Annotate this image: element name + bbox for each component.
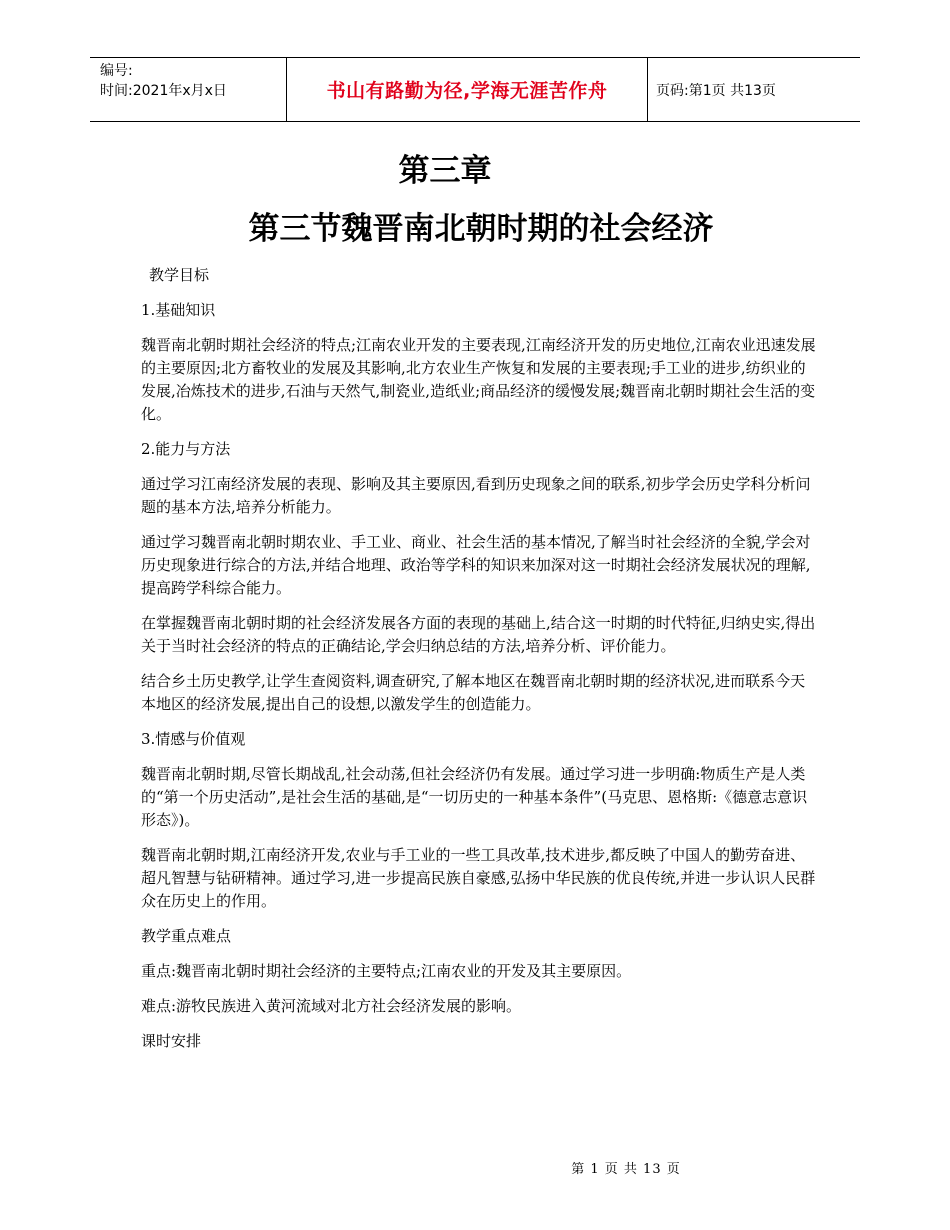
schedule-heading: 课时安排 (141, 1032, 202, 1050)
header-page-info: 页码:第1页 共13页 (656, 82, 776, 99)
emotion-paragraph-1: 魏晋南北朝时期,尽管长期战乱,社会动荡,但社会经济仍有发展。通过学习进一步明确:物质生产是人类的“第一个历史活动”,是社会生活的基础,是“一切历史的一种基本条件”(马克思、恩格斯:《德意志意识形态》)。 (141, 765, 808, 829)
basic-knowledge-paragraph: 魏晋南北朝时期社会经济的特点;江南农业开发的主要表现,江南经济开发的历史地位,江南农业迅速发展的主要原因;北方畜牧业的发展及其影响,北方农业生产恢复和发展的主要表现;手工业的进步,纺织业的发展,冶炼技术的进步,石油与天然气,制瓷业,造纸业;商品经济的缓慢发展;魏晋南北朝时期社会生活的变化。 (141, 336, 816, 423)
ability-paragraph-4: 结合乡土历史教学,让学生查阅资料,调查研究,了解本地区在魏晋南北朝时期的经济状况,进而联系今天本地区的经济发展,提出自己的设想,以激发学生的创造能力。 (141, 672, 806, 713)
chapter-title: 第三章 (398, 153, 492, 189)
emotion-paragraph-2: 魏晋南北朝时期,江南经济开发,农业与手工业的一些工具改革,技术进步,都反映了中国人的勤劳奋进、超凡智慧与钻研精神。通过学习,进一步提高民族自豪感,弘扬中华民族的优良传统,并进一步认识人民群众在历史上的作用。 (141, 846, 816, 910)
header-page-info-cell (648, 58, 860, 121)
key-point-paragraph: 重点:魏晋南北朝时期社会经济的主要特点;江南农业的开发及其主要原因。 (141, 962, 632, 980)
teaching-goals-heading: 教学目标 (149, 266, 210, 284)
document-time-label: 时间:2021年x月x日 (100, 83, 227, 99)
ability-paragraph-2: 通过学习魏晋南北朝时期农业、手工业、商业、社会生活的基本情况,了解当时社会经济的全貌,学会对历史现象进行综合的方法,并结合地理、政治等学科的知识来加深对这一时期社会经济发展状况的理解,提高跨学科综合能力。 (141, 533, 811, 597)
ability-paragraph-1: 通过学习江南经济发展的表现、影响及其主要原因,看到历史现象之间的联系,初步学会历史学科分析问题的基本方法,培养分析能力。 (141, 475, 811, 516)
ability-paragraph-3: 在掌握魏晋南北朝时期的社会经济发展各方面的表现的基础上,结合这一时期的时代特征,归纳史实,得出关于当时社会经济的特点的正确结论,学会归纳总结的方法,培养分析、评价能力。 (141, 614, 816, 655)
document-number-label: 编号: (100, 63, 133, 79)
document-body (141, 264, 816, 1065)
page-footer: 第 1 页 共 13 页 (571, 1162, 681, 1177)
difficult-point-paragraph: 难点:游牧民族进入黄河流域对北方社会经济发展的影响。 (141, 997, 522, 1015)
page-header (90, 57, 860, 122)
header-meta (90, 58, 286, 121)
emotion-heading: 3.情感与价值观 (141, 730, 246, 748)
ability-heading: 2.能力与方法 (141, 440, 231, 458)
header-motto: 书山有路勤为径,学海无涯苦作舟 (326, 80, 608, 102)
basic-knowledge-heading: 1.基础知识 (141, 301, 216, 319)
section-title: 第三节魏晋南北朝时期的社会经济 (248, 211, 714, 247)
header-motto-cell (286, 58, 648, 121)
key-points-heading: 教学重点难点 (141, 927, 232, 945)
